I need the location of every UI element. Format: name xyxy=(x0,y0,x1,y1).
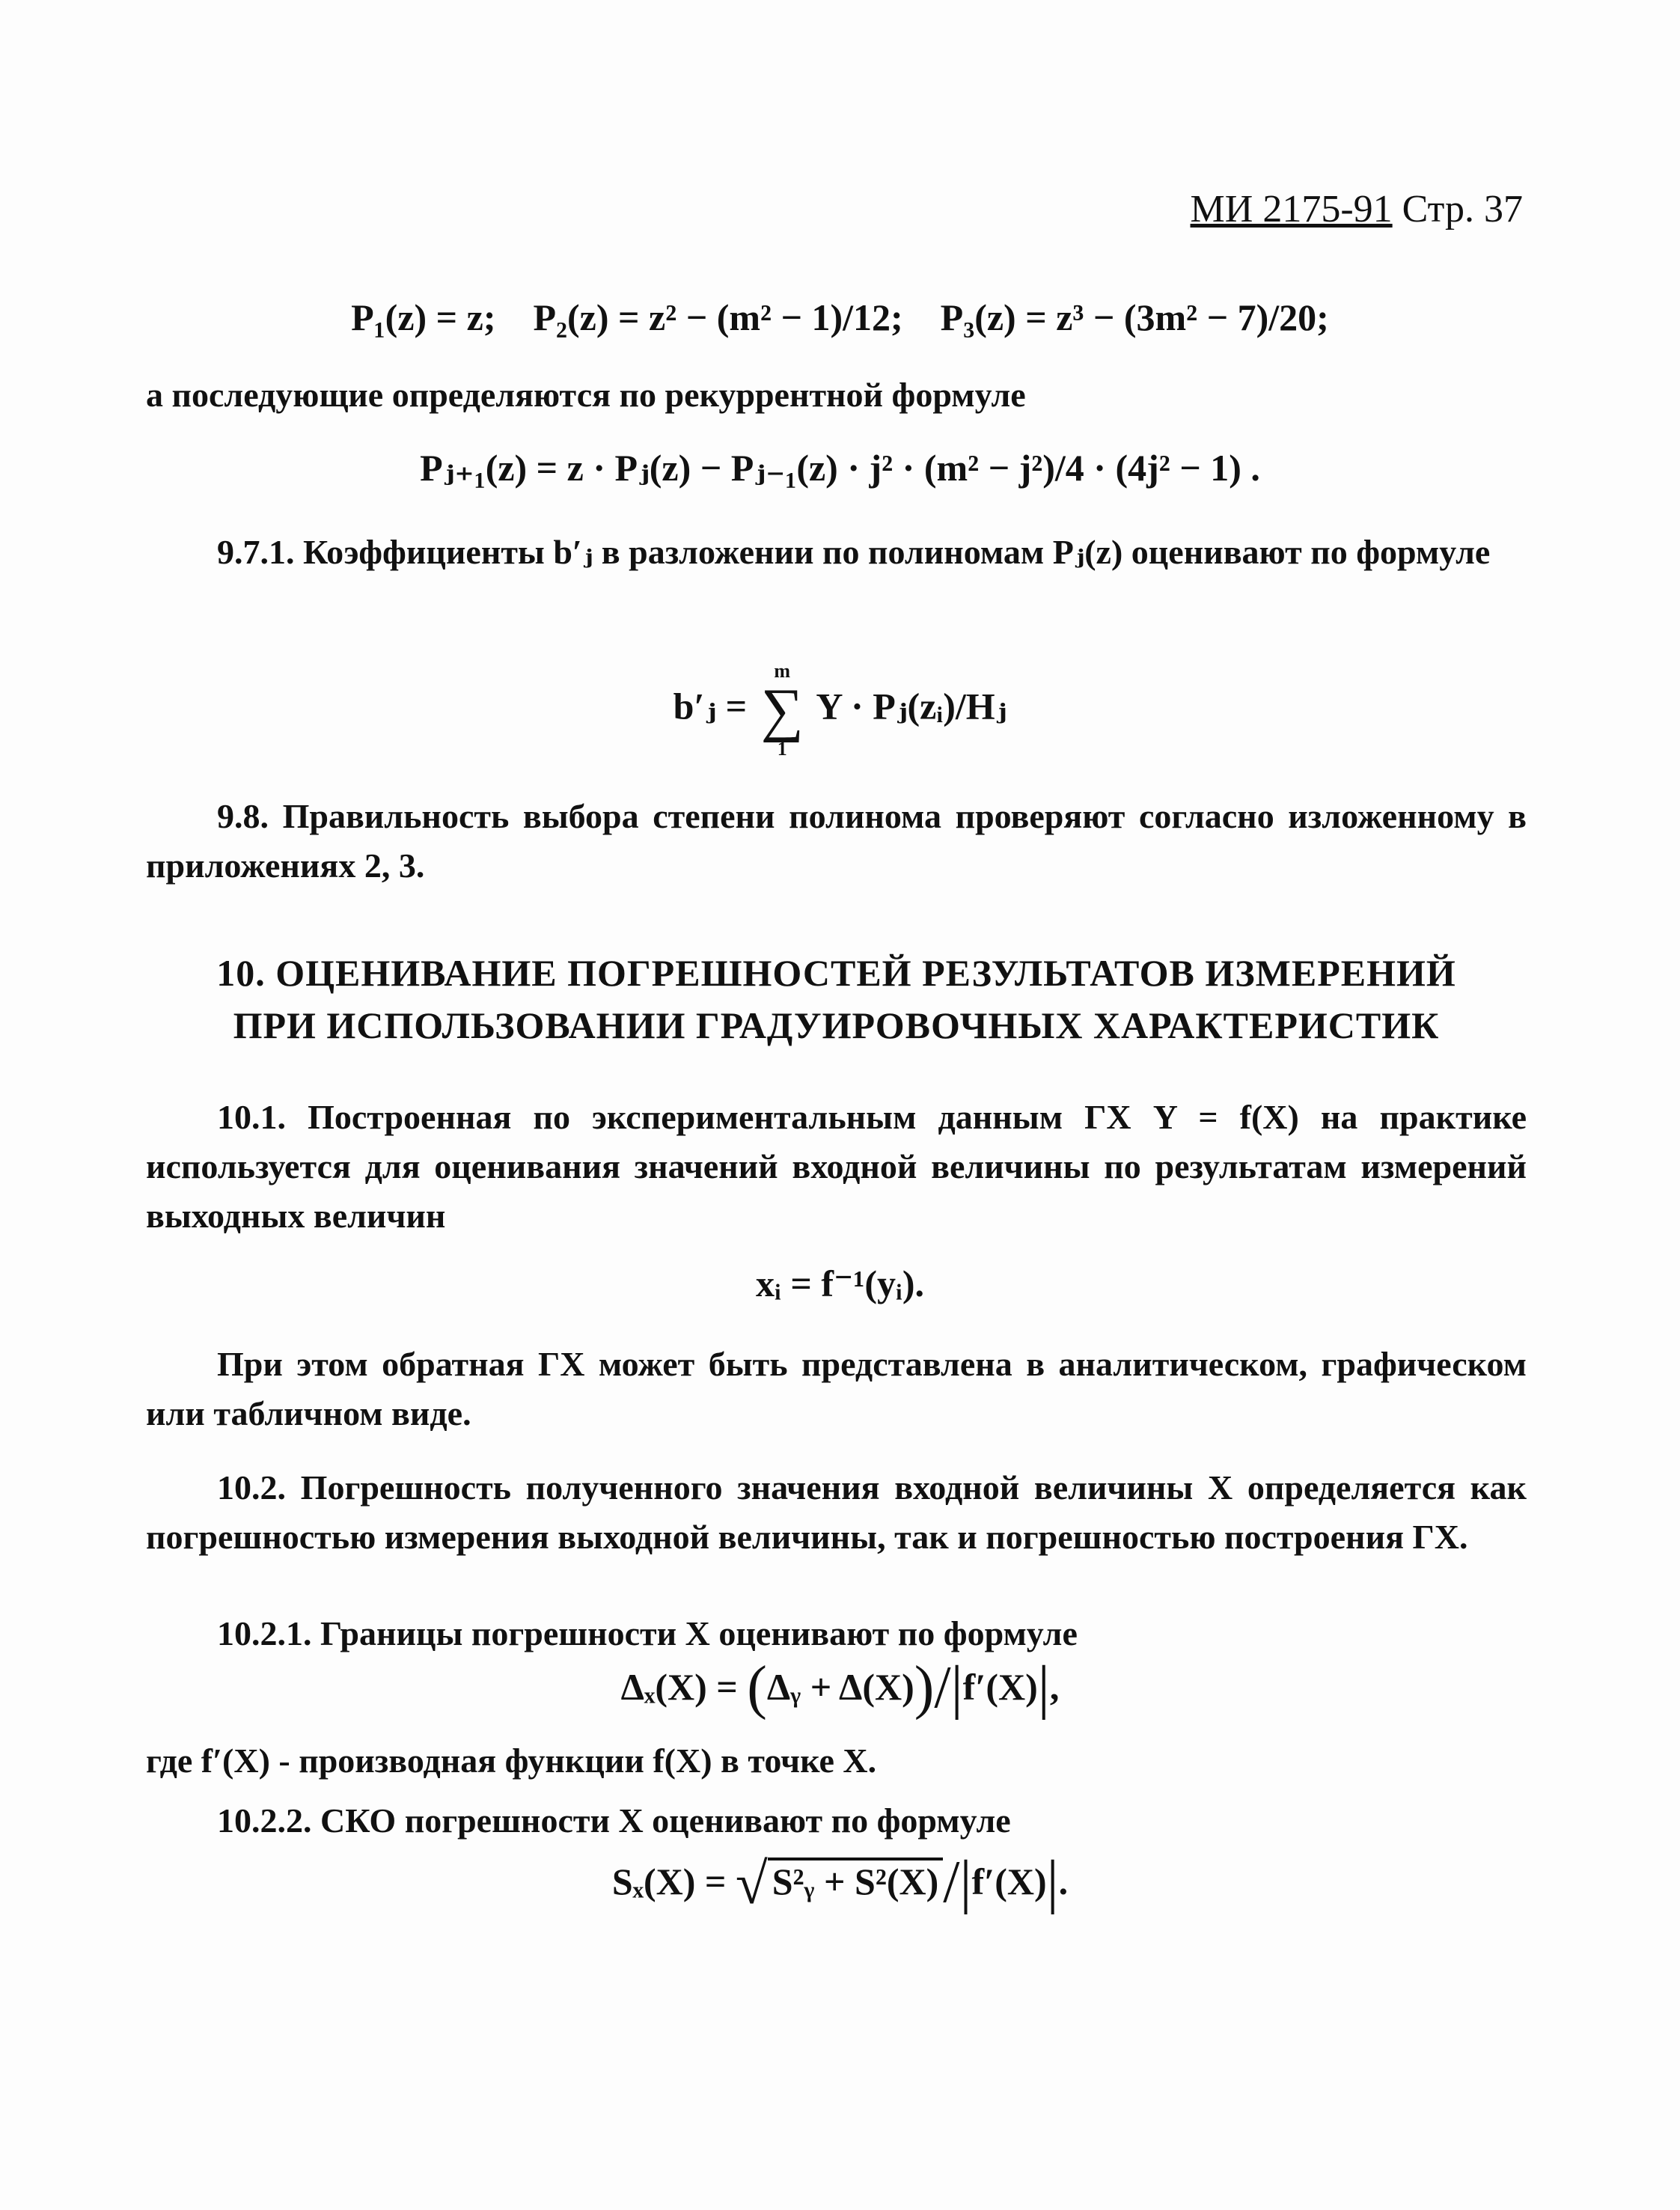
sum-lower-limit: 1 xyxy=(777,738,787,760)
paragraph-10-1: 10.1. Построенная по экспериментальным данным ГХ Y = f(X) на практике используется для оценивания значений входной величины по результатам измерений выходных величин xyxy=(146,1098,1527,1235)
formula-delta-den: f′(X) xyxy=(962,1666,1038,1708)
formula-bj xyxy=(0,662,1680,758)
paragraph-10-2-1: 10.2.1. Границы погрешности X оценивают по формуле xyxy=(217,1614,1078,1652)
formula-bj-rhs: Y · Pⱼ(zᵢ)/Hⱼ xyxy=(816,685,1007,727)
paragraph-10-2: 10.2. Погрешность полученного значения входной величины X определяется как погрешностью измерения выходной величины, так и погрешностью построения ГХ. xyxy=(146,1468,1527,1556)
paragraph-10-1-note: При этом обратная ГХ может быть представлена в аналитическом, графическом или табличном виде. xyxy=(146,1345,1527,1432)
formula-bj-lhs: b′ⱼ = xyxy=(673,685,748,727)
radical-icon: √ xyxy=(735,1851,768,1916)
formula-inverse: xᵢ = f⁻¹(yᵢ). xyxy=(755,1263,925,1304)
summation-symbol xyxy=(761,662,804,758)
left-paren-icon: ( xyxy=(747,1655,767,1721)
formula-s-radicand: S²ᵧ + S²(X) xyxy=(768,1858,944,1902)
formula-s-tail: . xyxy=(1058,1861,1069,1902)
abs-bar-left-icon: | xyxy=(959,1849,972,1915)
formula-delta-inner: Δᵧ + Δ(X) xyxy=(766,1666,914,1708)
fraction-slash-icon: / xyxy=(943,1849,960,1915)
text-where: где f′(X) - производная функции f(X) в точке X. xyxy=(146,1742,877,1780)
formula-s-den: f′(X) xyxy=(971,1861,1047,1902)
paragraph-10-2-2: 10.2.2. СКО погрешности X оценивают по формуле xyxy=(217,1801,1011,1840)
page-header xyxy=(1191,187,1523,231)
formula-s-lhs: Sₓ(X) = xyxy=(611,1861,727,1902)
formula-p2: P₂(z) = z² − (m² − 1)/12; xyxy=(533,296,903,338)
paragraph-9-8: 9.8. Правильность выбора степени полинома проверяют согласно изложенному в приложениях 2, 3. xyxy=(146,797,1527,885)
sigma-icon: ∑ xyxy=(760,677,804,743)
formula-p3: P₃(z) = z³ − (3m² − 7)/20; xyxy=(940,296,1329,338)
formula-p1: P₁(z) = z; xyxy=(351,296,496,338)
abs-bar-left-icon: | xyxy=(950,1655,963,1721)
right-paren-icon: ) xyxy=(914,1655,935,1721)
document-number: МИ 2175-91 xyxy=(1190,188,1393,231)
fraction-slash-icon: / xyxy=(934,1655,951,1721)
formula-s-x xyxy=(0,1849,1680,1917)
square-root xyxy=(736,1850,943,1917)
formula-delta-tail: , xyxy=(1049,1666,1060,1708)
page-number: Стр. 37 xyxy=(1402,188,1523,231)
formula-p-initial xyxy=(0,296,1680,339)
formula-delta-lhs: Δₓ(X) = xyxy=(620,1666,738,1708)
formula-recurrent: Pⱼ₊₁(z) = z · Pⱼ(z) − Pⱼ₋₁(z) · j² · (m² − j²)/4 · (4j² − 1) . xyxy=(420,447,1260,489)
heading-line-1: 10. ОЦЕНИВАНИЕ ПОГРЕШНОСТЕЙ РЕЗУЛЬТАТОВ ИЗМЕРЕНИЙ xyxy=(216,952,1456,994)
text-after-p: а последующие определяются по рекуррентной формуле xyxy=(146,376,1026,414)
abs-bar-right-icon: | xyxy=(1046,1849,1059,1915)
abs-bar-right-icon: | xyxy=(1037,1655,1050,1721)
heading-line-2: ПРИ ИСПОЛЬЗОВАНИИ ГРАДУИРОВОЧНЫХ ХАРАКТЕРИСТИК xyxy=(233,1004,1440,1046)
section-heading xyxy=(146,947,1527,1051)
formula-delta-x xyxy=(0,1654,1680,1722)
sum-upper-limit: m xyxy=(774,660,791,682)
paragraph-9-7-1: 9.7.1. Коэффициенты b′ⱼ в разложении по полиномам Pⱼ(z) оценивают по формуле xyxy=(217,533,1491,571)
